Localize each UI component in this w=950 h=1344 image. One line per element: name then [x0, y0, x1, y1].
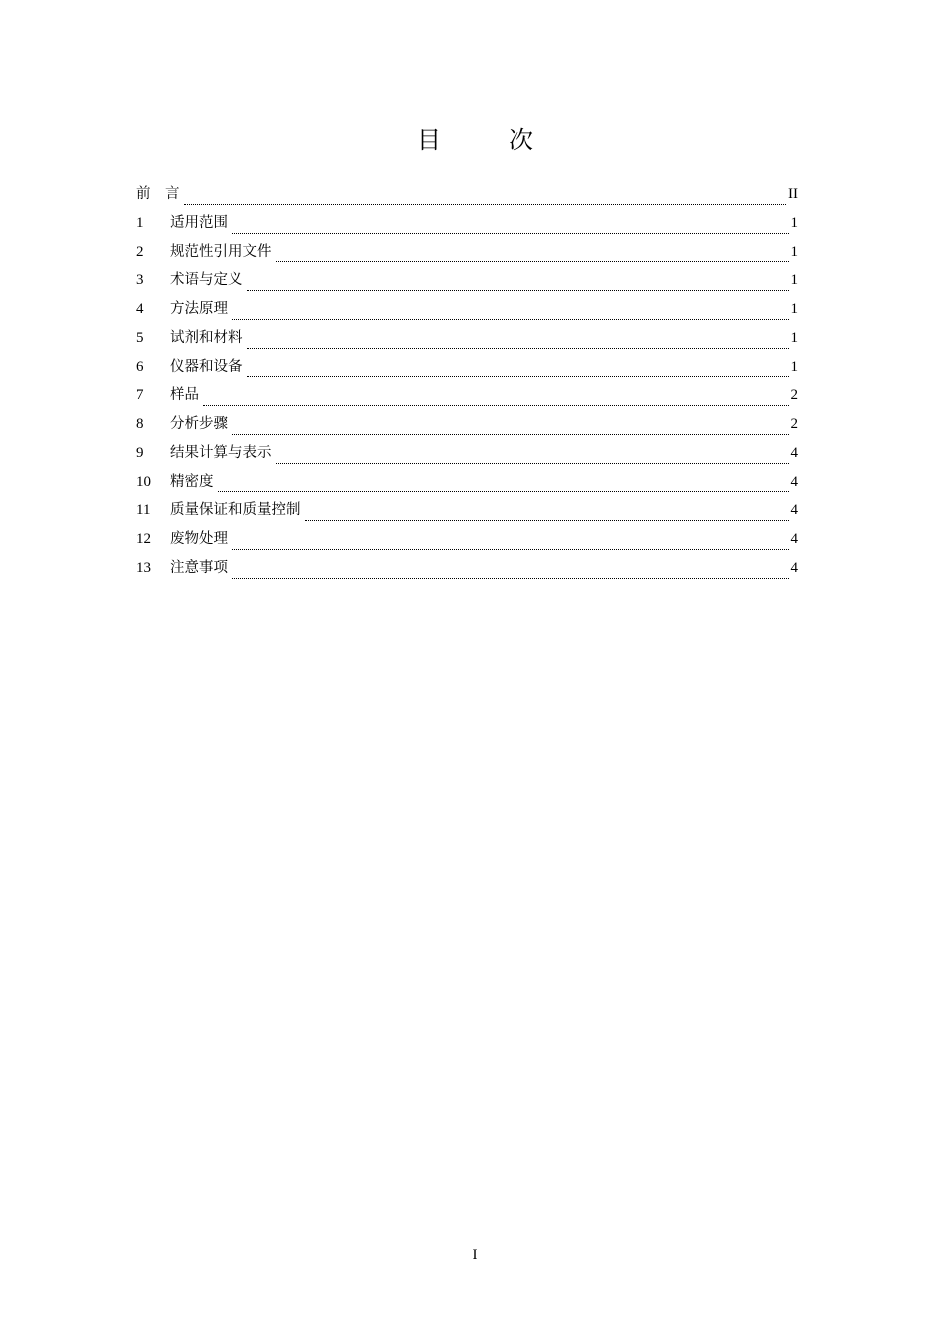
toc-entry-label: 结果计算与表示: [170, 444, 272, 461]
toc-entry-page: 1: [790, 214, 798, 231]
toc-entry-page: 4: [790, 444, 798, 461]
toc-entry-label: 术语与定义: [170, 272, 243, 289]
toc-entry-page: 1: [790, 272, 798, 289]
toc-entry-label: 适用范围: [170, 214, 228, 231]
toc-entry-number: 3: [136, 272, 144, 289]
toc-entry-number: 13: [136, 559, 151, 576]
toc-entry-page: 1: [790, 358, 798, 375]
toc-entry-apparatus[interactable]: [136, 353, 798, 382]
toc-entry-label: 试剂和材料: [170, 329, 243, 346]
toc-entry-label: 质量保证和质量控制: [170, 502, 301, 519]
toc-entry-quality-control[interactable]: [136, 496, 798, 525]
toc-entry-number: 12: [136, 531, 151, 547]
toc-entry-number: 5: [136, 329, 144, 346]
toc-dot-leader: [247, 376, 789, 377]
toc-entry-page: 1: [790, 301, 798, 317]
toc-dot-leader: [232, 578, 789, 579]
toc-entry-sample[interactable]: [136, 381, 798, 410]
toc-entry-label: 方法原理: [170, 301, 228, 317]
toc-entry-page: 4: [790, 473, 798, 490]
toc-entry-number: 1: [136, 214, 144, 231]
toc-entry-label: 仪器和设备: [170, 358, 243, 375]
page-number: I: [472, 1247, 478, 1263]
toc-entry-precision[interactable]: [136, 468, 798, 497]
toc-entry-label: 前 言: [136, 186, 180, 202]
toc-entry-results[interactable]: [136, 439, 798, 468]
toc-entry-page: 4: [790, 559, 798, 576]
toc-entry-number: 6: [136, 358, 144, 375]
toc-entry-reagents-materials[interactable]: [136, 324, 798, 353]
toc-dot-leader: [232, 434, 789, 435]
toc-entry-normative-references[interactable]: [136, 238, 798, 267]
toc-entry-page: 4: [790, 531, 798, 547]
toc-entry-page: 2: [790, 416, 798, 432]
toc-entry-label: 精密度: [170, 473, 214, 490]
toc-dot-leader: [232, 319, 789, 320]
toc-entry-page: 2: [790, 387, 798, 404]
toc-entry-analysis-steps[interactable]: [136, 410, 798, 439]
toc-dot-leader: [276, 261, 789, 262]
toc-dot-leader: [203, 405, 789, 406]
toc-dot-leader: [184, 204, 787, 205]
toc-dot-leader: [247, 348, 789, 349]
toc-entry-label: 规范性引用文件: [170, 243, 272, 260]
toc-entry-number: 2: [136, 243, 144, 260]
toc-entry-page: 1: [790, 329, 798, 346]
table-of-contents: [136, 180, 798, 583]
toc-entry-number: 11: [136, 502, 151, 519]
toc-entry-terms-definitions[interactable]: [136, 266, 798, 295]
toc-title: 目 次: [417, 126, 555, 154]
toc-entry-number: 4: [136, 301, 144, 317]
toc-entry-scope[interactable]: [136, 209, 798, 238]
toc-entry-preface[interactable]: [136, 180, 798, 209]
toc-entry-page: II: [788, 186, 798, 202]
toc-dot-leader: [305, 520, 789, 521]
toc-entry-principle[interactable]: [136, 295, 798, 324]
toc-entry-number: 10: [136, 473, 151, 490]
toc-dot-leader: [232, 549, 789, 550]
toc-entry-label: 样品: [170, 387, 199, 404]
toc-dot-leader: [247, 290, 789, 291]
toc-entry-page: 1: [790, 243, 798, 260]
toc-entry-page: 4: [790, 502, 798, 519]
toc-entry-number: 9: [136, 444, 144, 461]
toc-entry-label: 注意事项: [170, 559, 228, 576]
toc-dot-leader: [276, 463, 789, 464]
toc-entry-label: 分析步骤: [170, 416, 228, 432]
toc-entry-number: 7: [136, 387, 144, 404]
toc-entry-precautions[interactable]: [136, 554, 798, 583]
toc-dot-leader: [218, 491, 789, 492]
toc-entry-label: 废物处理: [170, 531, 228, 547]
toc-dot-leader: [232, 233, 789, 234]
toc-entry-number: 8: [136, 416, 144, 432]
toc-entry-waste-disposal[interactable]: [136, 525, 798, 554]
